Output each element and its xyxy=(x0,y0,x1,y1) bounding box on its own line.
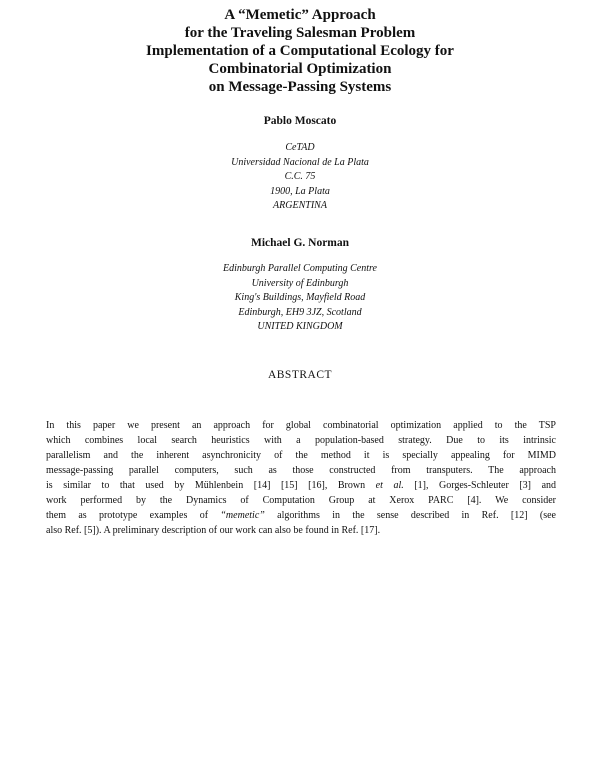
abstract-text: is similar to that used by Mühlenbein [14] [15] [16], Brown xyxy=(46,480,376,491)
abstract-line: parallelism and the inherent asynchronicity of the method it is specially appealing for MIMD xyxy=(46,450,556,461)
abstract-line: work performed by the Dynamics of Computation Group at Xerox PARC [4]. We consider xyxy=(46,495,556,506)
affiliation-line: University of Edinburgh xyxy=(251,277,349,289)
paper-title xyxy=(0,6,600,96)
affiliation-line: ARGENTINA xyxy=(273,200,327,212)
affiliation-line: C.C. 75 xyxy=(284,171,316,183)
abstract-line xyxy=(46,478,556,493)
abstract-line xyxy=(46,508,556,523)
affiliation-line: Edinburgh Parallel Computing Centre xyxy=(223,263,377,274)
abstract-body xyxy=(46,418,556,538)
title-line: for the Traveling Salesman Problem xyxy=(184,25,416,41)
affiliation-line: Universidad Nacional de La Plata xyxy=(231,156,369,168)
abstract-emphasis: et al. xyxy=(375,480,404,491)
affiliation-line: Edinburgh, EH9 3JZ, Scotland xyxy=(238,306,362,318)
affiliation-line: 1900, La Plata xyxy=(270,185,330,197)
author-name: Pablo Moscato xyxy=(263,115,337,127)
abstract-emphasis: “memetic” xyxy=(220,510,265,521)
affiliation-line: King's Buildings, Mayfield Road xyxy=(234,292,366,304)
title-line: Implementation of a Computational Ecology for xyxy=(146,43,454,59)
author-name: Michael G. Norman xyxy=(250,237,350,249)
author-affiliation xyxy=(0,141,600,214)
title-line: on Message-Passing Systems xyxy=(208,79,392,95)
title-line: A “Memetic” Approach xyxy=(224,7,376,23)
abstract-line: message-passing parallel computers, such as those constructed from transputers. The approach xyxy=(46,465,556,476)
author-affiliation xyxy=(0,262,600,335)
abstract-line: In this paper we present an approach for global combinatorial optimization applied to the TSP xyxy=(46,420,556,431)
title-line: Combinatorial Optimization xyxy=(208,61,392,77)
affiliation-line: UNITED KINGDOM xyxy=(257,321,343,333)
abstract-text: [1], Gorges-Schleuter [3] and xyxy=(403,480,557,491)
abstract-text: algorithms in the sense described in Ref. [12] (see xyxy=(264,510,556,521)
abstract-line: which combines local search heuristics with a population-based strategy. Due to its intrinsic xyxy=(46,435,556,446)
abstract-heading: ABSTRACT xyxy=(267,369,333,381)
affiliation-line: CeTAD xyxy=(285,142,315,153)
abstract-line: also Ref. [5]). A preliminary description of our work can also be found in Ref. [17]. xyxy=(46,525,381,536)
abstract-text: them as prototype examples of xyxy=(46,510,221,521)
